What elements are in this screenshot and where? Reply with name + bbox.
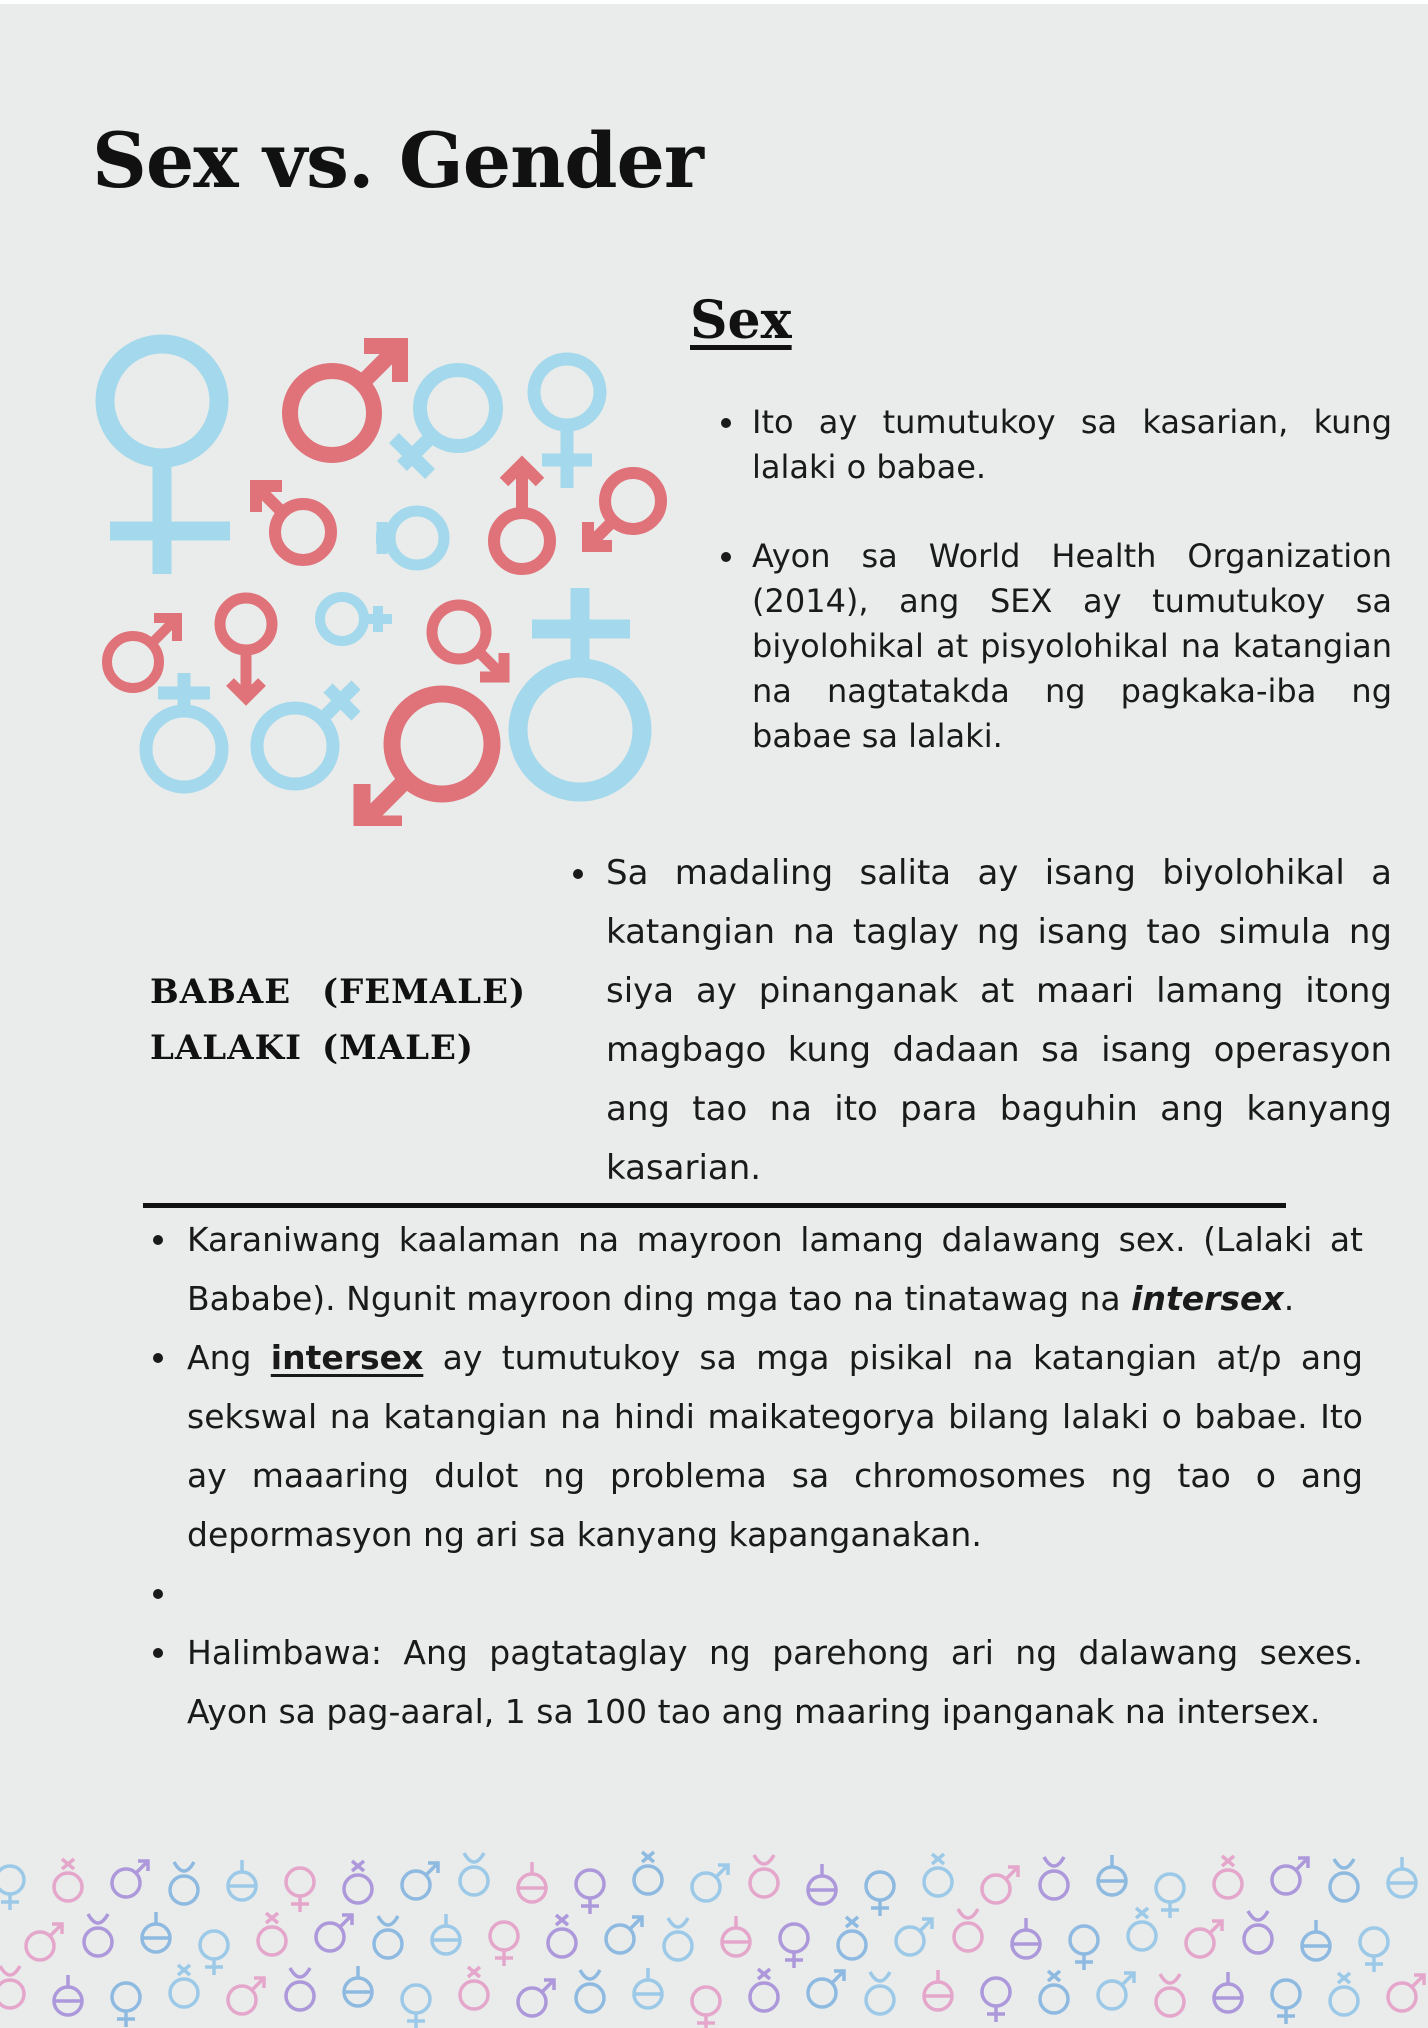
footer-symbol-icon [0,1866,24,1910]
sex-labels [150,964,526,1076]
list-item [187,1328,1363,1564]
footer-symbol-icon [344,1966,372,2006]
footer-symbol-icon [982,1978,1010,2022]
transgender-symbol-icon [257,685,356,784]
footer-symbol-icon [634,1968,662,2008]
female-symbol-icon [105,344,230,574]
definition-list [752,400,1392,803]
footer-symbol-icon [54,1975,82,2015]
footer-symbol-icon [1156,1974,1184,2016]
page-title: Sex vs. Gender [92,116,703,205]
footer-symbol-icon [1128,1908,1156,1950]
footer-symbol-icon [634,1852,662,1894]
footer-symbol-icon [1272,1858,1308,1894]
footer-symbol-icon [1330,1973,1358,2015]
footer-symbol-icon [1186,1921,1222,1957]
sex-label-male [150,1020,526,1076]
footer-symbol-icon [1070,1926,1098,1970]
footer-symbol-icon [286,1968,314,2010]
text: ay tumutukoy sa mga pisikal na katangian at/p ang sekswal na katangian na hindi maikategorya bilang lalaki o babae. Ito ay maaaring dulot ng problema sa chromosomes ng tao o ang depormasyon ng ari sa kanyang kapanganakan. [187,1338,1363,1554]
male-symbol-icon [256,486,331,560]
footer-symbol-icon [1098,1855,1126,1895]
footer-symbol-icon [606,1917,642,1953]
footer-symbol-icon [924,1854,952,1896]
footer-symbol-icon [1330,1859,1358,1901]
footer-symbol-icon [374,1916,402,1958]
footer-symbol-icon [692,1865,728,1901]
male-symbol-icon [494,464,550,569]
female-symbol-icon [534,359,600,488]
footer-symbol-icon [780,1924,808,1968]
footer-symbol-icon [1040,1857,1068,1899]
sex-term: BABAE [150,972,292,1012]
sex-term-english: (MALE) [322,1028,475,1068]
footer-symbol-icon [142,1912,170,1952]
intersex-term: intersex [1131,1279,1284,1318]
intersex-symbol-icon [394,370,496,474]
intersex-list [187,1210,1363,1741]
footer-symbol-icon [838,1917,866,1959]
male-symbol-icon [290,346,400,455]
footer-symbol-icon [1302,1920,1330,1960]
footer-symbol-icon [576,1970,604,2012]
footer-symbol-icon [170,1965,198,2007]
footer-symbol-icon [518,1980,554,2016]
footer-symbol-icon [228,1978,264,2014]
footer-symbol-icon [954,1909,982,1951]
footer-symbol-icon [924,1970,952,2010]
page [0,4,1428,2028]
intersex-symbol-icon [376,511,444,565]
list-item [187,1210,1363,1328]
footer-symbol-icon [722,1916,750,1956]
footer-symbol-icon [866,1972,894,2014]
footer-symbol-icon [1360,1928,1388,1972]
footer-symbol-icon [402,1863,438,1899]
footer-symbol-icon [750,1855,778,1897]
footer-symbol-icon [200,1931,228,1975]
footer-symbol-icon [1244,1911,1272,1953]
footer-symbol-icon [1040,1971,1068,2013]
footer-symbol-icon [228,1860,256,1900]
footer-symbol-icon [866,1872,894,1916]
sex-label-female [150,964,526,1020]
footer-symbol-icon [548,1915,576,1957]
footer-symbol-icon [1098,1973,1134,2009]
sex-term: LALAKI [150,1028,303,1068]
footer-symbol-icon [258,1913,286,1955]
footer-symbol-icon [808,1864,836,1904]
footer-symbol-icon [1214,1856,1242,1898]
footer-symbol-icon [0,1966,24,2008]
text: Karaniwang kaalaman na mayroon lamang dalawang sex. (Lalaki at Bababe). Ngunit mayroon ding mga tao na tinatawag na [187,1220,1363,1318]
male-symbol-icon [432,605,504,677]
list-item: Ayon sa World Health Organization (2014), ang SEX ay tumutukoy sa biyolohikal at pisyolohikal na katangian na nagtatakda ng pagkaka-iba ng babae sa lalaki. [752,534,1392,759]
footer-symbol-icon [576,1870,604,1914]
footer-symbol-icon [1272,1980,1300,2024]
footer-symbol-icon [664,1918,692,1960]
list-item: Sa madaling salita ay isang biyolohikal a katangian na taglay ng isang tao simula ng siya ay pinanganak at maari lamang itong magbago kung dadaan sa isang operasyon ang tao na ito para baguhin ang kanyang kasarian. [606,844,1392,1198]
footer-symbol-icon [982,1867,1018,1903]
footer-symbol-icon [460,1853,488,1895]
footer-symbol-icon [432,1914,460,1954]
female-symbol-icon [146,673,222,787]
empty-list-item [187,1564,1363,1623]
footer-symbol-icon [344,1861,372,1903]
footer-symbol-icon [26,1924,62,1960]
footer-symbol-icon [112,1861,148,1897]
gender-symbols-illustration [80,326,680,826]
summary-list [606,844,1392,1198]
footer-symbol-icon [750,1969,778,2011]
footer-symbol-icon [316,1915,352,1951]
male-symbol-icon [588,473,661,546]
footer-symbol-icon [490,1922,518,1966]
footer-symbol-icon [896,1919,932,1955]
footer-symbol-icon [1214,1972,1242,2012]
footer-symbol-icon [1388,1975,1424,2011]
sex-term-english: (FEMALE) [322,972,527,1012]
footer-symbol-icon [1156,1874,1184,1918]
footer-symbol-icon [112,1983,140,2027]
footer-symbol-icon [460,1967,488,2009]
section-divider [143,1203,1286,1208]
footer-symbol-icon [1388,1857,1416,1897]
footer-symbol-icon [518,1862,546,1902]
gender-symbols-footer-pattern [0,1840,1428,2028]
female-symbol-icon [518,588,642,792]
male-symbol-icon [107,618,177,688]
footer-symbol-icon [54,1859,82,1901]
text: Ang [187,1338,271,1377]
text: . [1283,1279,1295,1318]
footer-symbol-icon [1012,1918,1040,1958]
intersex-symbol-icon [320,597,392,641]
transgender-symbol-icon [220,598,272,698]
list-item: Halimbawa: Ang pagtataglay ng parehong ari ng dalawang sexes. Ayon sa pag-aaral, 1 sa 100 tao ang maaring ipanganak na intersex. [187,1623,1363,1741]
intersex-term: intersex [270,1338,424,1377]
list-item: Ito ay tumutukoy sa kasarian, kung lalaki o babae. [752,400,1392,490]
male-symbol-icon [362,694,492,824]
footer-symbol-icon [286,1868,314,1912]
footer-symbol-icon [170,1862,198,1904]
footer-symbol-icon [692,1987,720,2028]
footer-symbol-icon [808,1971,844,2007]
section-heading-sex: Sex [690,290,792,351]
footer-symbol-icon [84,1914,112,1956]
footer-symbol-icon [402,1985,430,2028]
